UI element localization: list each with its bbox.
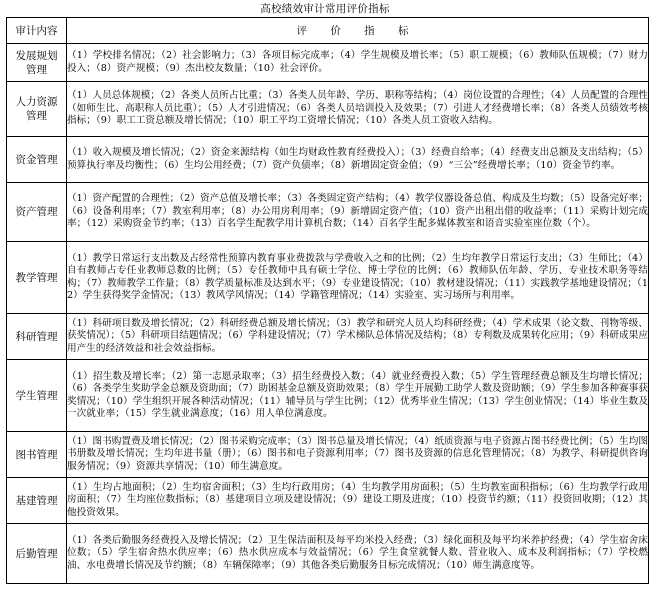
row-category bbox=[7, 314, 67, 360]
row-indicators: （1）生均占地面积；（2）生均宿舍面积；（3）生均行政用房；（4）生均教学用房面积；（5）生均教室面积指标；（6）生均教学行政用房面积；（7）生均座位数指标；（8）基建项目立项及建设情况；（9）建设工期及进度；（10）投资节约额；（11）投资回收期；（12）其他投资效果。 bbox=[67, 478, 649, 524]
table-row bbox=[7, 360, 649, 432]
table-row bbox=[7, 137, 649, 183]
row-category-label: 人力资源管理 bbox=[15, 96, 58, 122]
table-row bbox=[7, 314, 649, 360]
row-category bbox=[7, 478, 67, 524]
header-indicators: 评 价 指 标 bbox=[67, 18, 649, 44]
table-row bbox=[7, 524, 649, 584]
table-row bbox=[7, 478, 649, 524]
row-category bbox=[7, 137, 67, 183]
table-row bbox=[7, 432, 649, 478]
row-category-label: 科研管理 bbox=[15, 330, 58, 343]
row-category-label: 图书管理 bbox=[15, 448, 58, 461]
row-category bbox=[7, 183, 67, 242]
row-category-label: 基建管理 bbox=[15, 494, 58, 507]
row-indicators: （1）各类后勤服务经费投入及增长情况；（2）卫生保洁面积及每平均米投入经费；（3）绿化面积及每平均米养护经费；（4）学生宿舍床位数；（5）学生宿舍热水供应率；（6）热水供应成本与效益情况；（6）学生食堂就餐人数、营业收入、成本及利润指标；（7）学校燃油、水电费增长情况及节约额；（8）车辆保障率；（9）其他各类后勤服务目标完成情况；（10）师生满意度等。 bbox=[67, 524, 649, 584]
row-indicators: （1）资产配置的合理性；（2）资产总值及增长率；（3）各类固定资产结构；（4）教学仪器设备总值、构成及生均数；（5）设备完好率；（6）设备利用率；（7）教室利用率；（8）办公用房利用率；（9）新增固定资产值；（10）资产出租出借的收益率；（11）采购计划完成率；（12）采购资金节约率；（13）百名学生配教学用计算机台数；（14）百名学生配多媒体教室和语音实验室座位数（个）。 bbox=[67, 183, 649, 242]
row-category bbox=[7, 242, 67, 314]
row-indicators: （1）招生数及增长率；（2）第一志愿录取率；（3）招生经费投入数；（4）就业经费投入数；（5）学生管理经费总额及生均增长情况；（6）各类学生奖助学金总额及资助面；（7）助困基金总额及资助效果；（8）学生开展勤工助学人数及资助额；（9）学生参加各种赛事获奖情况；（10）学生组织开展各种活动情况；（11）辅导员与学生比例；（12）优秀毕业生情况；（13）学生创业情况；（14）毕业生数及一次就业率；（15）学生就业满意度；（16）用人单位满意度。 bbox=[67, 360, 649, 432]
row-category-label: 发展规划管理 bbox=[15, 49, 58, 76]
indicator-table bbox=[6, 17, 649, 584]
row-category bbox=[7, 44, 67, 82]
row-category-label: 资产管理 bbox=[15, 206, 58, 218]
row-indicators: （1）科研项目数及增长情况；（2）科研经费总额及增长情况；（3）教学和研究人员人均科研经费；（4）学术成果（论文数、刊物等级、获奖情况）；（5）科研项目结题情况；（6）学科建设情况；（7）学术梯队总体情况及结构；（8）专利数及成果转化应用；（9）科研成果应用产生的经济效益和社会效益指标。 bbox=[67, 314, 649, 360]
table-row bbox=[7, 183, 649, 242]
table-row bbox=[7, 44, 649, 82]
row-indicators: （1）人员总体规模；（2）各类人员所占比重；（3）各类人员年龄、学历、职称等结构；（4）岗位设置的合理性；（4）人员配置的合理性（如师生比、高职称人员比重）；（5）人才引进情况；（6）各类人员培训投入及效果；（7）引进人才经费增长率；（8）各类人员绩效考核指标；（9）职工工资总额及增长情况；（10）职工平均工资增长情况；（10）各类人员工资收入结构。 bbox=[67, 82, 649, 137]
row-category-label: 教学管理 bbox=[15, 271, 58, 284]
header-category: 审计内容 bbox=[7, 18, 67, 44]
row-category bbox=[7, 82, 67, 137]
row-category bbox=[7, 360, 67, 432]
table-row bbox=[7, 242, 649, 314]
row-indicators: （1）图书购置费及增长情况；（2）图书采购完成率；（3）图书总量及增长情况；（4）纸质资源与电子资源占图书经费比例；（5）生均图书册数及增长情况；生均年进书量（册）；（6）图书和电子资源利用率；（7）图书及资源的信息化管理情况；（8）为教学、科研提供咨询服务情况；（9）资源共享情况；（10）师生满意度。 bbox=[67, 432, 649, 478]
table-header-row bbox=[7, 18, 649, 44]
row-category bbox=[7, 524, 67, 584]
row-category-label: 学生管理 bbox=[15, 389, 58, 402]
page-title: 高校绩效审计常用评价指标 bbox=[260, 3, 390, 15]
table-row bbox=[7, 82, 649, 137]
row-indicators: （1）收入规模及增长情况；（2）资金来源结构（如生均财政性教育经费投入）；（3）经费自给率；（4）经费支出总额及支出结构；（5）预算执行率及均衡性；（6）生均公用经费；（7）资产负债率；（8）新增固定资金值；（9）“三公”经费增长率；（10）资金节约率。 bbox=[67, 137, 649, 183]
row-indicators: （1）教学日常运行支出数及占经常性预算内教育事业费拨款与学费收入之和的比例；（2）生均年教学日常运行支出；（3）生师比；（4）自有教师占专任业教师总数的比例；（5）专任教师中具有硕士学位、博士学位的比例；（6）教师队伍年龄、学历、专业技术职务等结构；（7）教师教学工作量；（8）教学质量标准及达到水平；（9）专业建设情况；（10）教材建设情况；（11）实践教学基地建设情况；（12）学生获得奖学金情况；（13）教风学风情况；（14）学籍管理情况；（14）实验室、实习场所与利用率。 bbox=[67, 242, 649, 314]
row-category bbox=[7, 432, 67, 478]
row-category-label: 资金管理 bbox=[15, 153, 58, 166]
row-category-label: 后勤管理 bbox=[15, 547, 58, 560]
row-indicators: （1）学校排名情况；（2）社会影响力；（3）各项目标完成率；（4）学生规模及增长率；（5）职工规模；（6）教师队伍规模；（7）财力投入；（8）资产规模；（9）杰出校友数量；（10）社会评价。 bbox=[67, 44, 649, 82]
